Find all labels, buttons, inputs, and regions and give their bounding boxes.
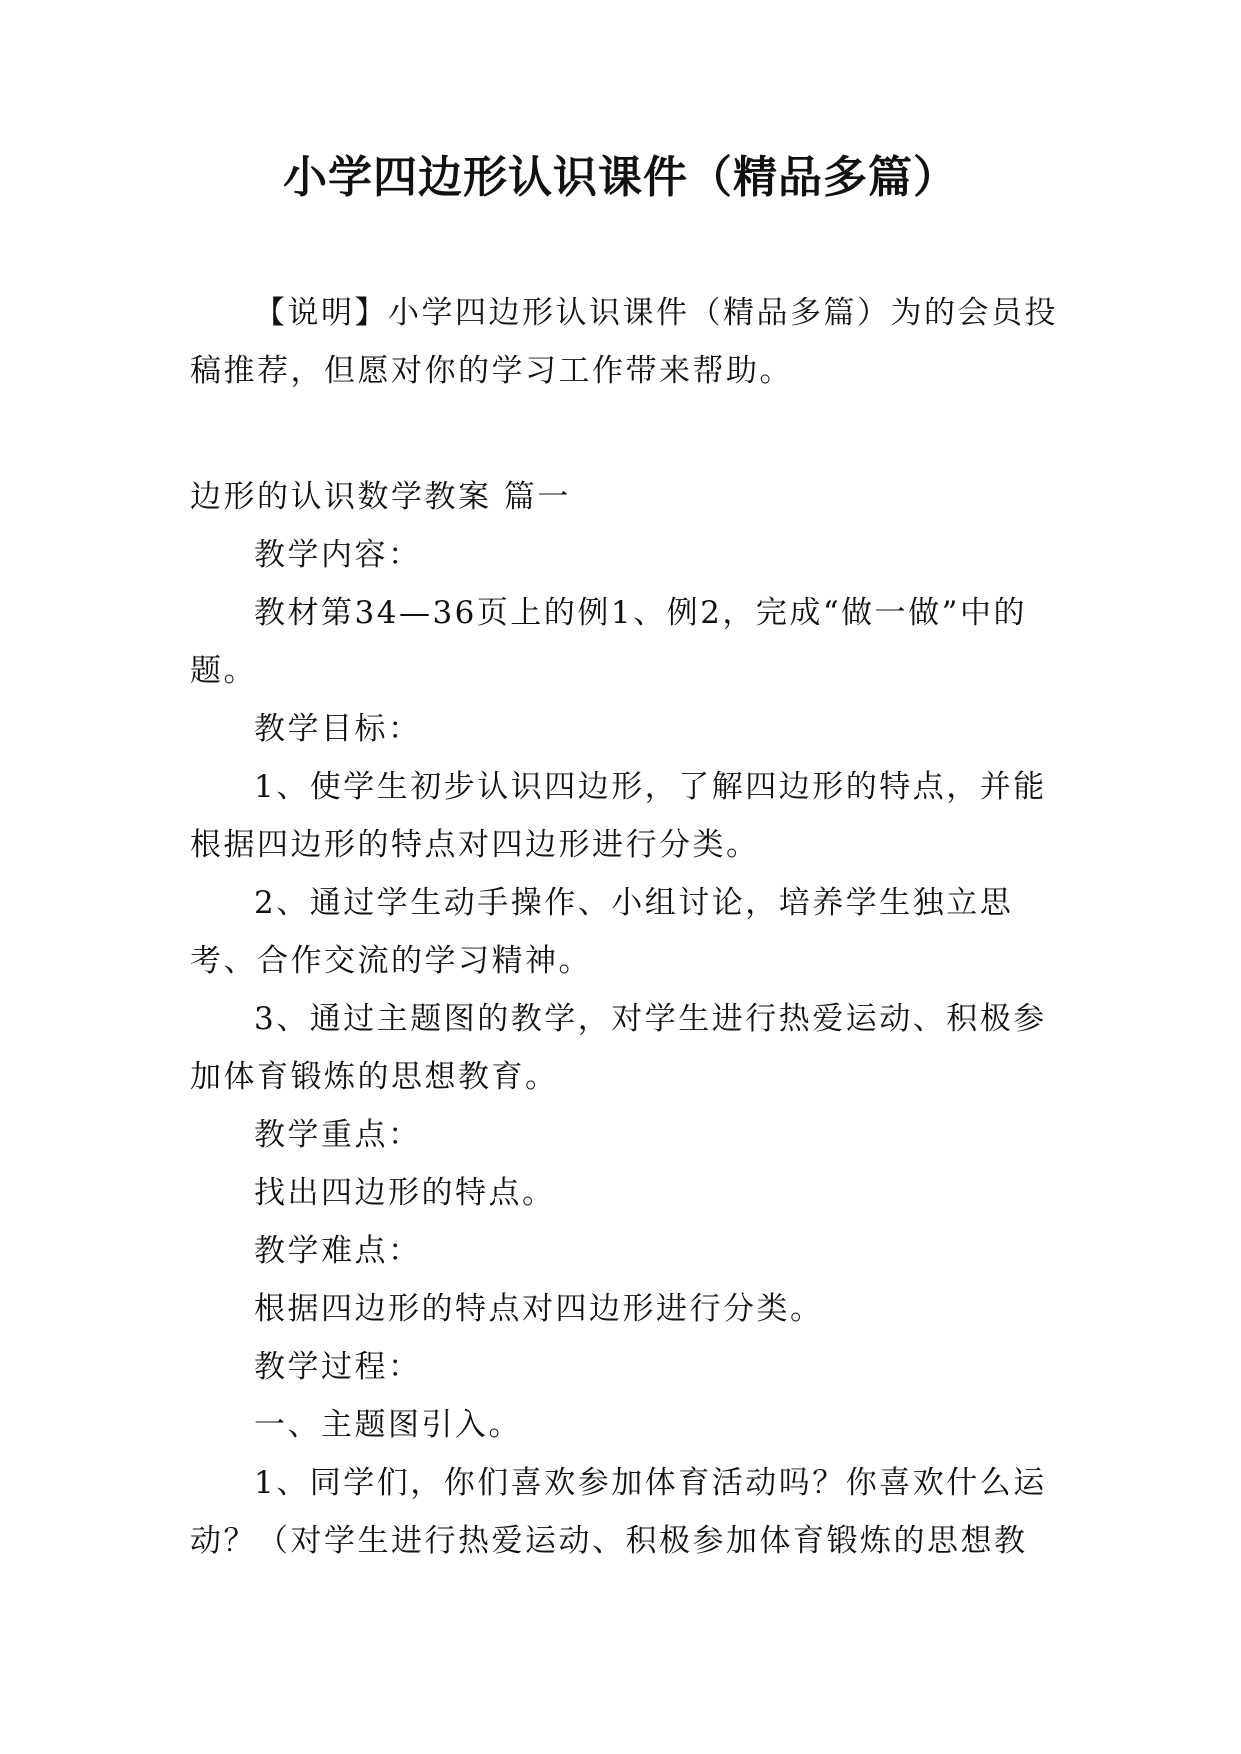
intro-paragraph: 【说明】小学四边形认识课件（精品多篇）为的会员投稿推荐，但愿对你的学习工作带来帮助。 xyxy=(190,295,1058,389)
spacer xyxy=(190,400,1062,468)
process-step-heading: 一、主题图引入。 xyxy=(254,1407,522,1443)
goal-item-2: 2、通过学生动手操作、小组讨论，培养学生独立思考、合作交流的学习精神。 xyxy=(190,885,1014,979)
document-body xyxy=(190,284,1062,1570)
label-teaching-content: 教学内容： xyxy=(254,537,422,573)
label-process: 教学过程： xyxy=(254,1349,422,1385)
label-key-point: 教学重点： xyxy=(254,1117,422,1153)
goal-item-1: 1、使学生初步认识四边形，了解四边形的特点，并能根据四边形的特点对四边形进行分类。 xyxy=(190,769,1047,863)
label-difficulty: 教学难点： xyxy=(254,1233,422,1269)
label-teaching-goals: 教学目标： xyxy=(254,711,422,747)
process-step-1: 1、同学们，你们喜欢参加体育活动吗？你喜欢什么运动？（对学生进行热爱运动、积极参加体育锻炼的思想教 xyxy=(190,1465,1047,1559)
section-heading: 边形的认识数学教案 篇一 xyxy=(190,479,571,515)
document-title: 小学四边形认识课件（精品多篇） xyxy=(283,152,958,203)
goal-item-3: 3、通过主题图的教学，对学生进行热爱运动、积极参加体育锻炼的思想教育。 xyxy=(190,1001,1047,1095)
paragraph-textbook: 教材第34—36页上的例1、例2，完成“做一做”中的题。 xyxy=(190,595,1028,689)
difficulty-text: 根据四边形的特点对四边形进行分类。 xyxy=(254,1291,824,1327)
key-point-text: 找出四边形的特点。 xyxy=(254,1175,556,1211)
